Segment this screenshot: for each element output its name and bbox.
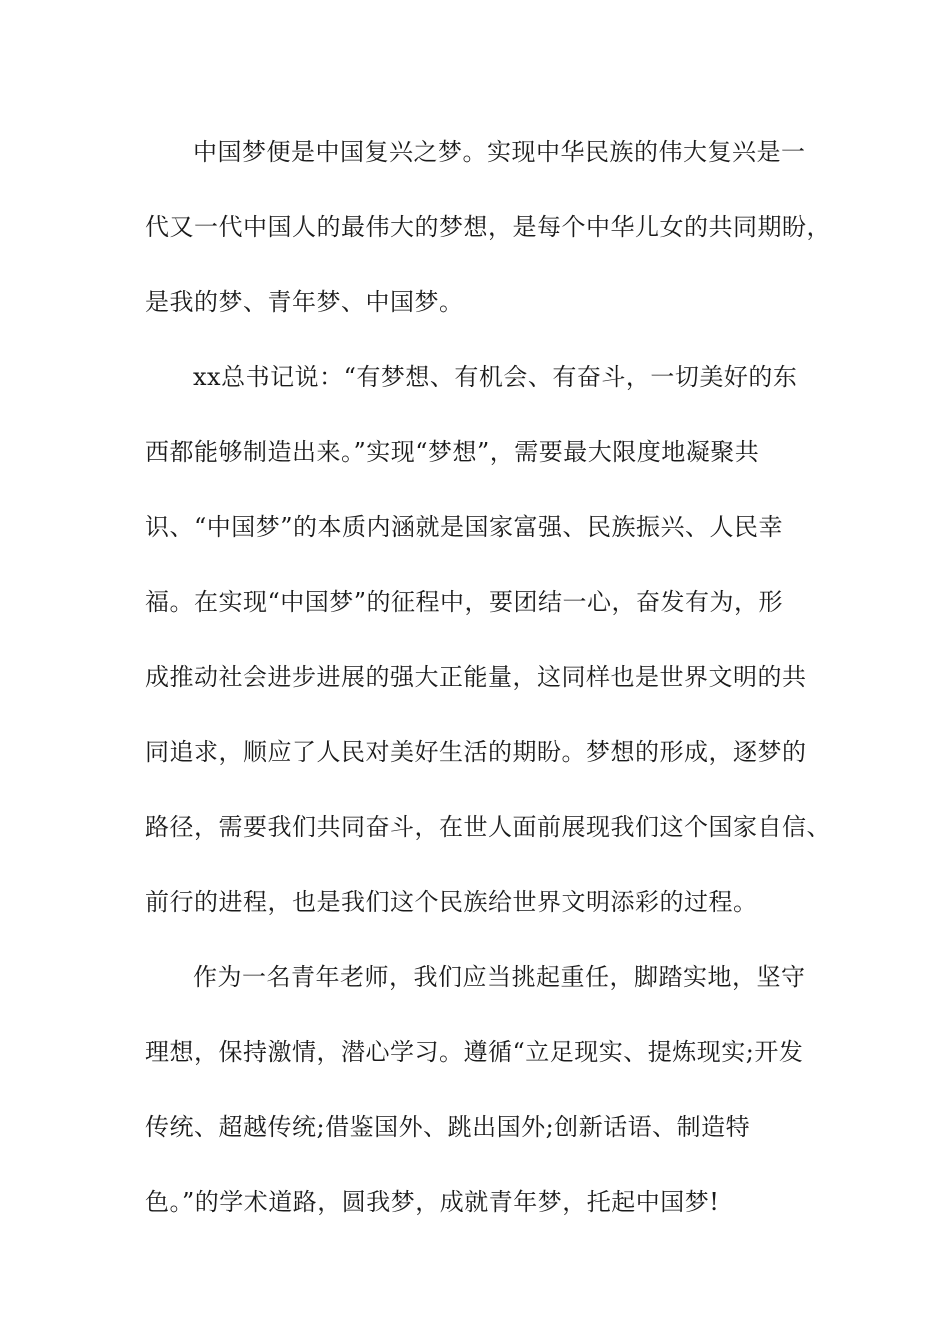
text-line: 是我的梦、青年梦、中国梦。: [145, 288, 464, 316]
text-line: 理想，保持激情，潜心学习。遵循“立足现实、提炼现实;开发: [145, 1038, 804, 1066]
text-line: 同追求，顺应了人民对美好生活的期盼。梦想的形成，逐梦的: [145, 738, 807, 766]
document-body: [145, 126, 831, 1251]
text-line: 西都能够制造出来。”实现“梦想”，需要最大限度地凝聚共: [145, 438, 760, 466]
text-line: 前行的进程，也是我们这个民族给世界文明添彩的过程。: [145, 888, 758, 916]
text-line: 路径，需要我们共同奋斗，在世人面前展现我们这个国家自信、: [145, 813, 831, 841]
text-line: 识、“中国梦”的本质内涵就是国家富强、民族振兴、人民幸: [145, 513, 784, 541]
text-line: 色。”的学术道路，圆我梦，成就青年梦，托起中国梦!: [145, 1188, 720, 1216]
text-line: 作为一名青年老师，我们应当挑起重任，脚踏实地，坚守: [193, 963, 806, 991]
text-line: 成推动社会进步进展的强大正能量，这同样也是世界文明的共: [145, 663, 807, 691]
text-line: 福。在实现“中国梦”的征程中，要团结一心，奋发有为，形: [145, 588, 784, 616]
text-line: 传统、超越传统;借鉴国外、跳出国外;创新话语、制造特: [145, 1113, 751, 1141]
text-line: 中国梦便是中国复兴之梦。实现中华民族的伟大复兴是一: [193, 138, 806, 166]
text-line: 代又一代中国人的最伟大的梦想，是每个中华儿女的共同期盼，: [145, 213, 831, 241]
text-line: xx总书记说：“有梦想、有机会、有奋斗，一切美好的东: [193, 363, 798, 391]
